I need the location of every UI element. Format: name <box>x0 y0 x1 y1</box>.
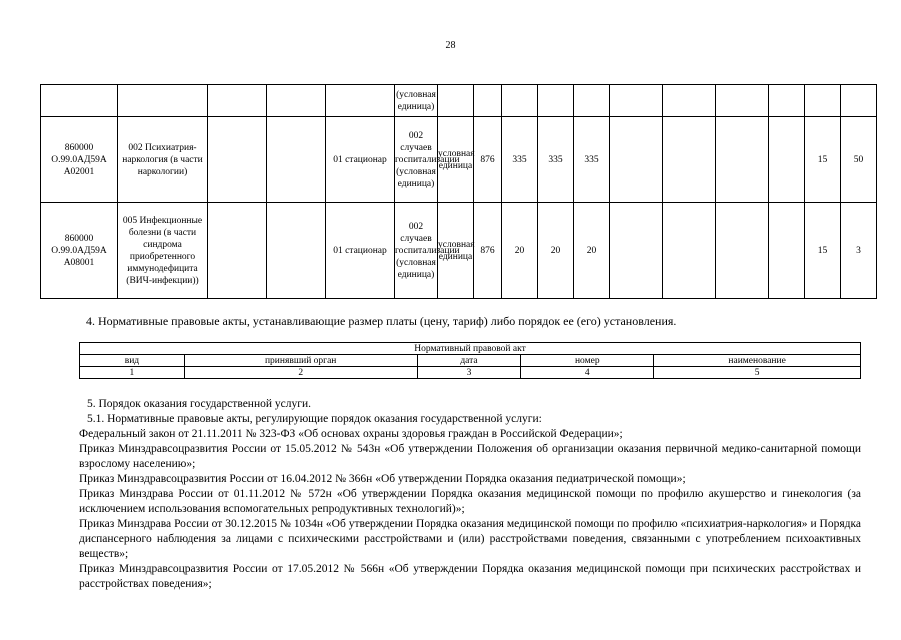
norm-header-authority: принявший орган <box>184 355 417 367</box>
unit-cell: (условная единица) <box>395 85 438 117</box>
norm-header-type: вид <box>80 355 185 367</box>
table-row <box>41 85 877 117</box>
norm-col-number: 2 <box>184 367 417 379</box>
row-code: 860000 О.99.0АД59А А02001 <box>41 117 118 203</box>
row-percent: 15 <box>805 117 841 203</box>
table-row <box>80 367 861 379</box>
row-value-1: 335 <box>502 117 538 203</box>
norm-col-number: 4 <box>521 367 654 379</box>
row-value-3: 20 <box>574 203 610 299</box>
row-value-2: 20 <box>538 203 574 299</box>
row-condition: 01 стационар <box>326 203 395 299</box>
list-item: Федеральный закон от 21.11.2011 № 323-ФЗ «Об основах охраны здоровья граждан в Российской Федерации»; <box>79 428 623 440</box>
row-value-2: 335 <box>538 117 574 203</box>
section-4-heading: 4. Нормативные правовые акты, устанавливающие размер платы (цену, тариф) либо порядок ее (его) установления. <box>86 314 677 328</box>
list-item: Приказ Минздравсоцразвития России от 17.05.2012 № 566н «Об утверждении Порядка оказания медицинской помощи при психических расстройствах и расстройствах поведения»; <box>79 563 861 590</box>
row-value-1: 20 <box>502 203 538 299</box>
row-okei: 876 <box>474 203 502 299</box>
section-5-heading: 5. Порядок оказания государственной услуги. <box>87 398 311 410</box>
row-absolute: 50 <box>841 117 877 203</box>
section-5-text <box>79 397 861 592</box>
list-item: Приказ Минздрава России от 30.12.2015 № 1034н «Об утверждении Порядка оказания медицинской помощи по профилю «психиатрия-наркология» и Порядка диспансерного наблюдения за лицами с психическими расстройствами и (или) расстройствами поведения, связанными с употреблением психоактивных веществ»; <box>79 518 861 560</box>
norm-col-number: 5 <box>654 367 861 379</box>
normative-acts-table <box>79 342 861 379</box>
norm-header-date: дата <box>417 355 521 367</box>
norm-col-number: 1 <box>80 367 185 379</box>
page-number: 28 <box>445 40 456 51</box>
service-volume-table <box>40 84 877 299</box>
row-unit: условная единица <box>438 117 474 203</box>
table-row <box>80 343 861 355</box>
row-unit: условная единица <box>438 203 474 299</box>
row-absolute: 3 <box>841 203 877 299</box>
row-profile: 005 Инфекционные болезни (в части синдрома приобретенного иммунодефицита (ВИЧ-инфекции)) <box>118 203 208 299</box>
row-value-3: 335 <box>574 117 610 203</box>
row-profile: 002 Психиатрия-наркология (в части наркологии) <box>118 117 208 203</box>
norm-col-number: 3 <box>417 367 521 379</box>
section-5-1-heading: 5.1. Нормативные правовые акты, регулирующие порядок оказания государственной услуги: <box>87 413 542 425</box>
row-indicator: 002 случаев госпитализации (условная единица) <box>395 117 438 203</box>
list-item: Приказ Минздравсоцразвития России от 15.05.2012 № 543н «Об утверждении Положения об организации оказания первичной медико-санитарной помощи взрослому населению»; <box>79 443 861 470</box>
list-item: Приказ Минздравсоцразвития России от 16.04.2012 № 366н «Об утверждении Порядка оказания педиатрической помощи»; <box>79 473 686 485</box>
row-okei: 876 <box>474 117 502 203</box>
table-row <box>41 117 877 203</box>
norm-header-number: номер <box>521 355 654 367</box>
row-percent: 15 <box>805 203 841 299</box>
row-condition: 01 стационар <box>326 117 395 203</box>
row-code: 860000 О.99.0АД59А А08001 <box>41 203 118 299</box>
table-row <box>80 355 861 367</box>
list-item: Приказ Минздрава России от 01.11.2012 № 572н «Об утверждении Порядка оказания медицинской помощи по профилю акушерство и гинекология (за исключением использования вспомогательных репродуктивных технологий)»; <box>79 488 861 515</box>
table-row <box>41 203 877 299</box>
row-indicator: 002 случаев госпитализации (условная единица) <box>395 203 438 299</box>
norm-table-title: Нормативный правовой акт <box>80 343 861 355</box>
norm-header-name: наименование <box>654 355 861 367</box>
